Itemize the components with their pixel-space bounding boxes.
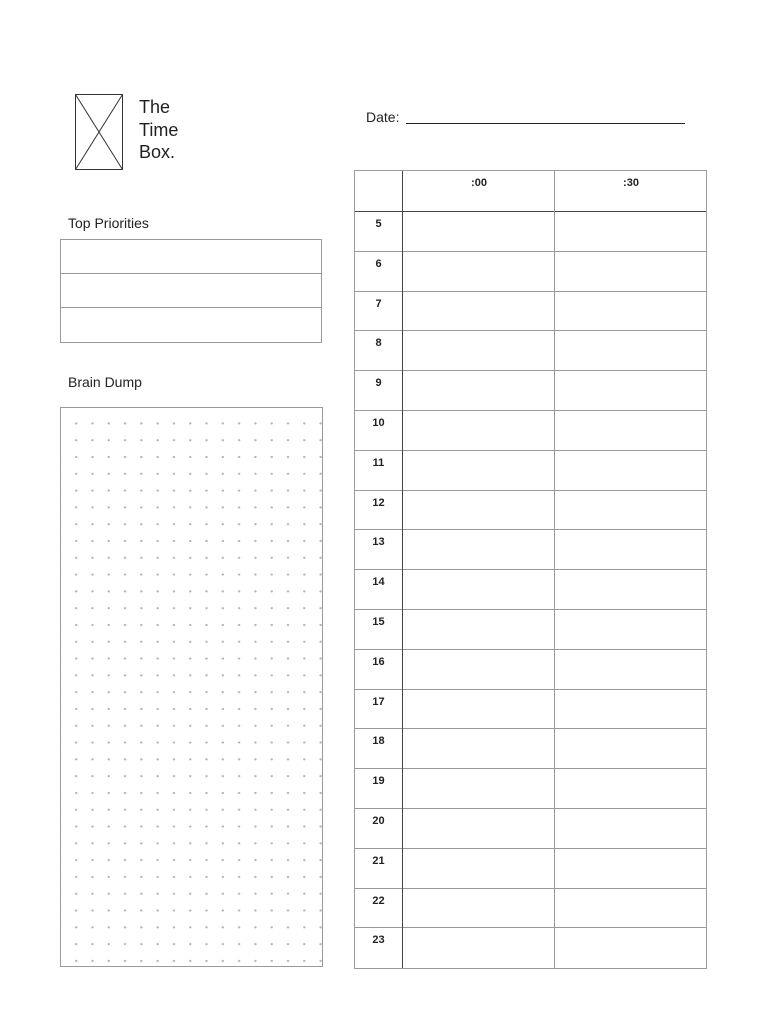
hour-label: 22: [372, 894, 385, 907]
date-field-line[interactable]: [406, 123, 685, 124]
priority-row-1[interactable]: [61, 240, 321, 274]
hour-label: 5: [375, 218, 382, 230]
hour-row-11[interactable]: [355, 451, 706, 491]
hour-row-16[interactable]: [355, 650, 706, 690]
logo-line-1: The: [139, 97, 171, 117]
hour-label: 23: [372, 934, 385, 947]
hour-label: 9: [375, 377, 382, 390]
logo-icon: [75, 94, 123, 170]
schedule-header: [355, 171, 706, 212]
hour-label: 17: [372, 695, 385, 708]
priority-row-2[interactable]: [61, 274, 321, 308]
hour-row-21[interactable]: [355, 849, 706, 889]
logo-line-3: Box.: [139, 142, 176, 162]
hour-row-8[interactable]: [355, 331, 706, 371]
hour-row-7[interactable]: [355, 292, 706, 332]
hour-label: 15: [372, 616, 385, 628]
hour-row-22[interactable]: [355, 889, 706, 929]
top-priorities-box: [60, 239, 322, 343]
logo-line-2: Time: [139, 119, 179, 140]
hour-label: 19: [372, 775, 385, 788]
hour-label: 14: [372, 576, 385, 589]
hour-label: 13: [372, 536, 385, 549]
hour-row-15[interactable]: [355, 610, 706, 650]
hour-label: 8: [375, 337, 382, 350]
hour-label: 21: [372, 854, 385, 867]
hour-row-17[interactable]: [355, 690, 706, 730]
schedule-grid: [354, 170, 707, 969]
hour-row-10[interactable]: [355, 411, 706, 451]
hour-row-13[interactable]: [355, 530, 706, 570]
hour-row-20[interactable]: [355, 809, 706, 849]
hour-label: 10: [372, 417, 385, 429]
priority-row-3[interactable]: [61, 308, 321, 342]
hour-row-18[interactable]: [355, 729, 706, 769]
hour-label: 12: [372, 496, 385, 509]
hour-row-12[interactable]: [355, 491, 706, 531]
column-header-00: :00: [471, 177, 487, 189]
top-priorities-title: Top Priorities: [68, 215, 149, 231]
hour-row-9[interactable]: [355, 371, 706, 411]
hour-label: 6: [375, 257, 382, 270]
hour-label: 11: [372, 456, 385, 469]
hour-label: 16: [372, 655, 385, 668]
column-header-30: :30: [623, 177, 639, 189]
half-hour-column-divider: [554, 171, 555, 968]
hour-row-23[interactable]: [355, 928, 706, 968]
hour-label: 18: [372, 735, 385, 748]
brain-dump-title: Brain Dump: [68, 374, 142, 390]
hour-row-19[interactable]: [355, 769, 706, 809]
brain-dump-dot-grid[interactable]: [60, 407, 323, 967]
hour-label: 7: [375, 297, 382, 310]
hour-column-divider: [402, 171, 403, 968]
hour-label: 20: [372, 815, 385, 827]
hour-row-6[interactable]: [355, 252, 706, 292]
logo-wordmark: [139, 96, 178, 164]
date-label: Date:: [366, 109, 400, 125]
hour-row-5[interactable]: [355, 212, 706, 252]
hour-row-14[interactable]: [355, 570, 706, 610]
